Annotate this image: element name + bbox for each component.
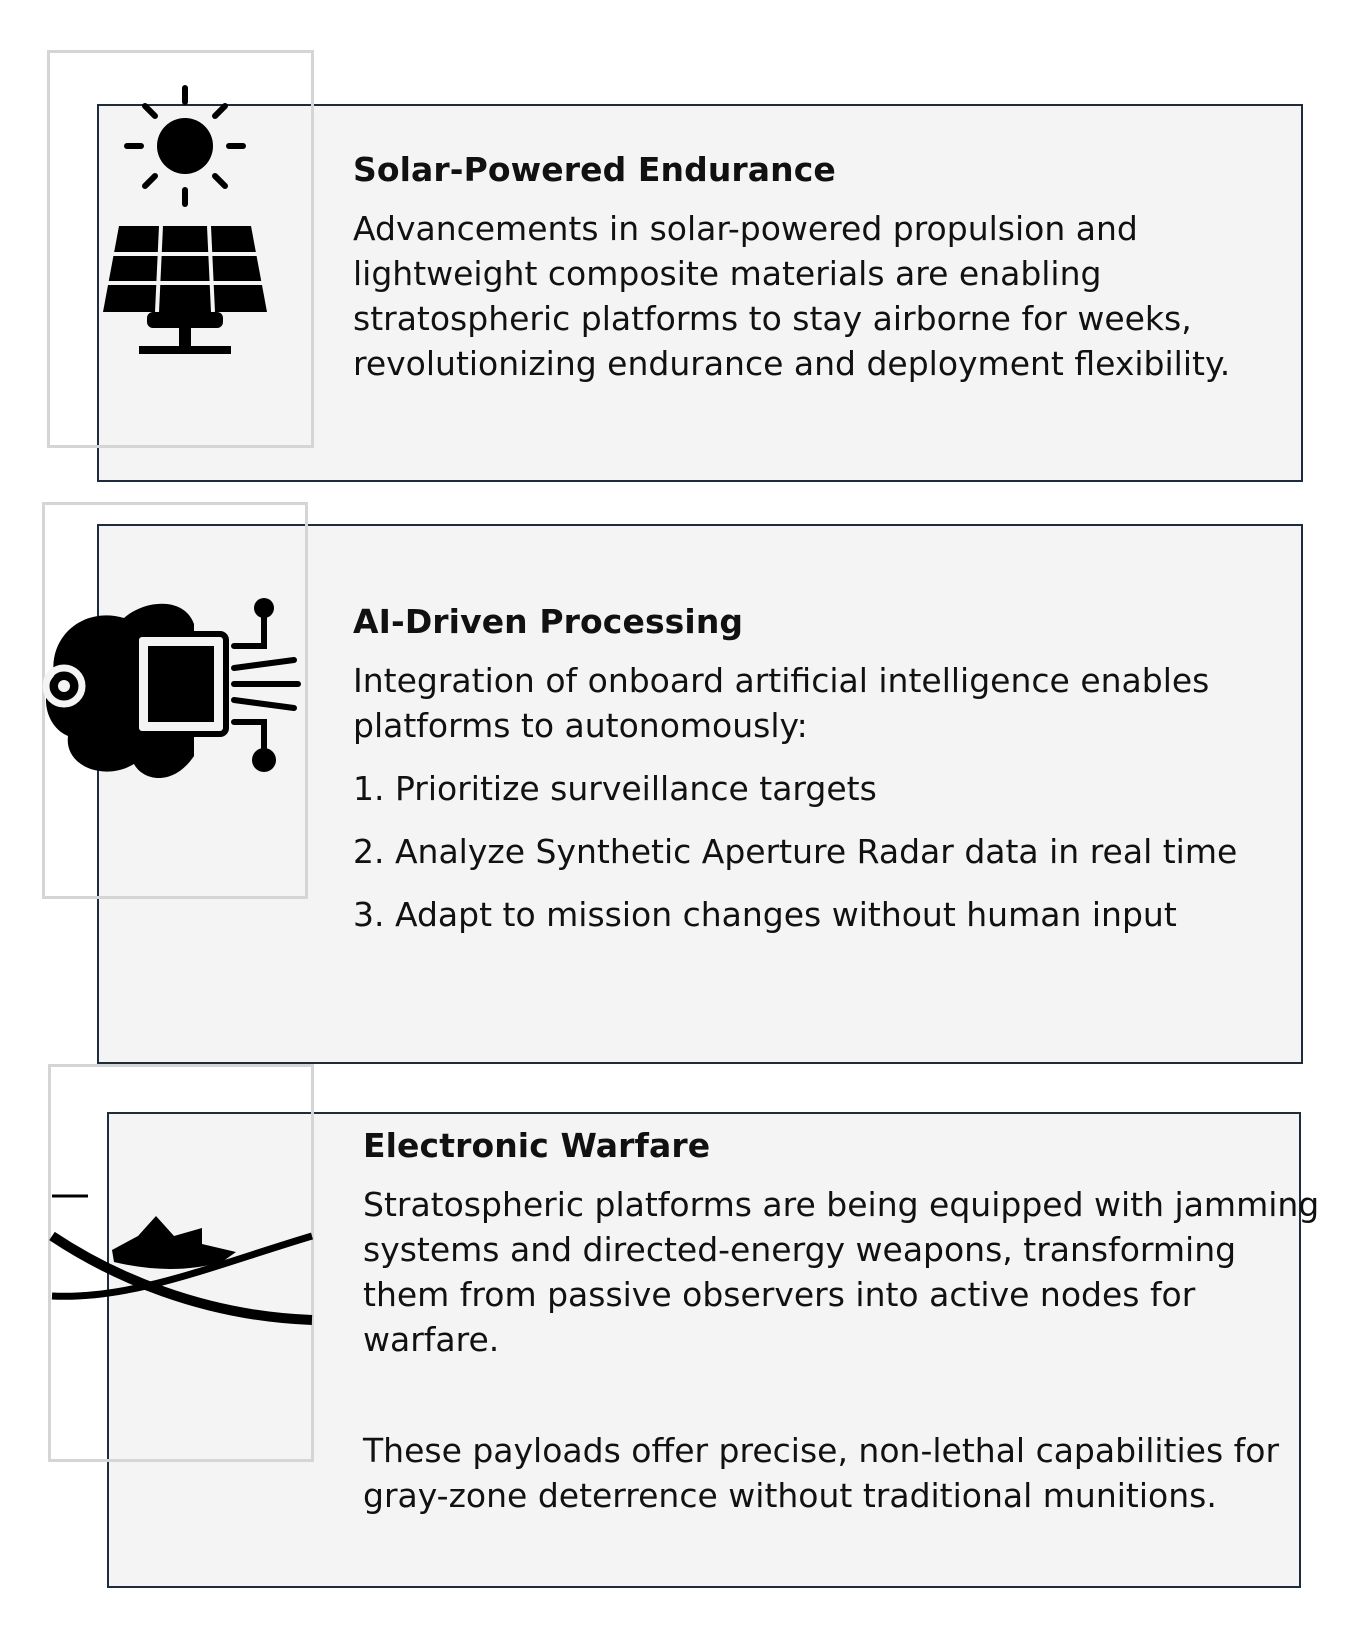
ai-list-item-2: 2. Analyze Synthetic Aperture Radar data in real time bbox=[353, 832, 1238, 871]
solar-text bbox=[353, 148, 1329, 386]
ew-title: Electronic Warfare bbox=[363, 1126, 711, 1165]
ai-brain-chip-icon bbox=[44, 596, 306, 786]
ai-intro: Integration of onboard artificial intelligence enables platforms to autonomously: bbox=[353, 661, 1210, 745]
solar-body: Advancements in solar-powered propulsion and lightweight composite materials are enabling stratospheric platforms to stay airborne for weeks, revolutionizing endurance and deployment flexibility. bbox=[353, 209, 1231, 383]
solar-panel-icon bbox=[95, 82, 275, 382]
electronic-warfare-icon bbox=[52, 1196, 312, 1346]
ew-body: Stratospheric platforms are being equipped with jamming systems and directed-energy weapons, transforming them from passive observers into active nodes for warfare. bbox=[363, 1185, 1320, 1359]
ai-text bbox=[353, 600, 1329, 937]
ai-list-item-3: 3. Adapt to mission changes without human input bbox=[353, 895, 1177, 934]
ai-list-item-1: 1. Prioritize surveillance targets bbox=[353, 769, 877, 808]
solar-title: Solar-Powered Endurance bbox=[353, 150, 836, 189]
ew-text bbox=[363, 1124, 1329, 1518]
ew-body-2: These payloads offer precise, non-lethal capabilities for gray-zone deterrence without traditional munitions. bbox=[363, 1431, 1280, 1515]
ai-title: AI-Driven Processing bbox=[353, 602, 744, 641]
